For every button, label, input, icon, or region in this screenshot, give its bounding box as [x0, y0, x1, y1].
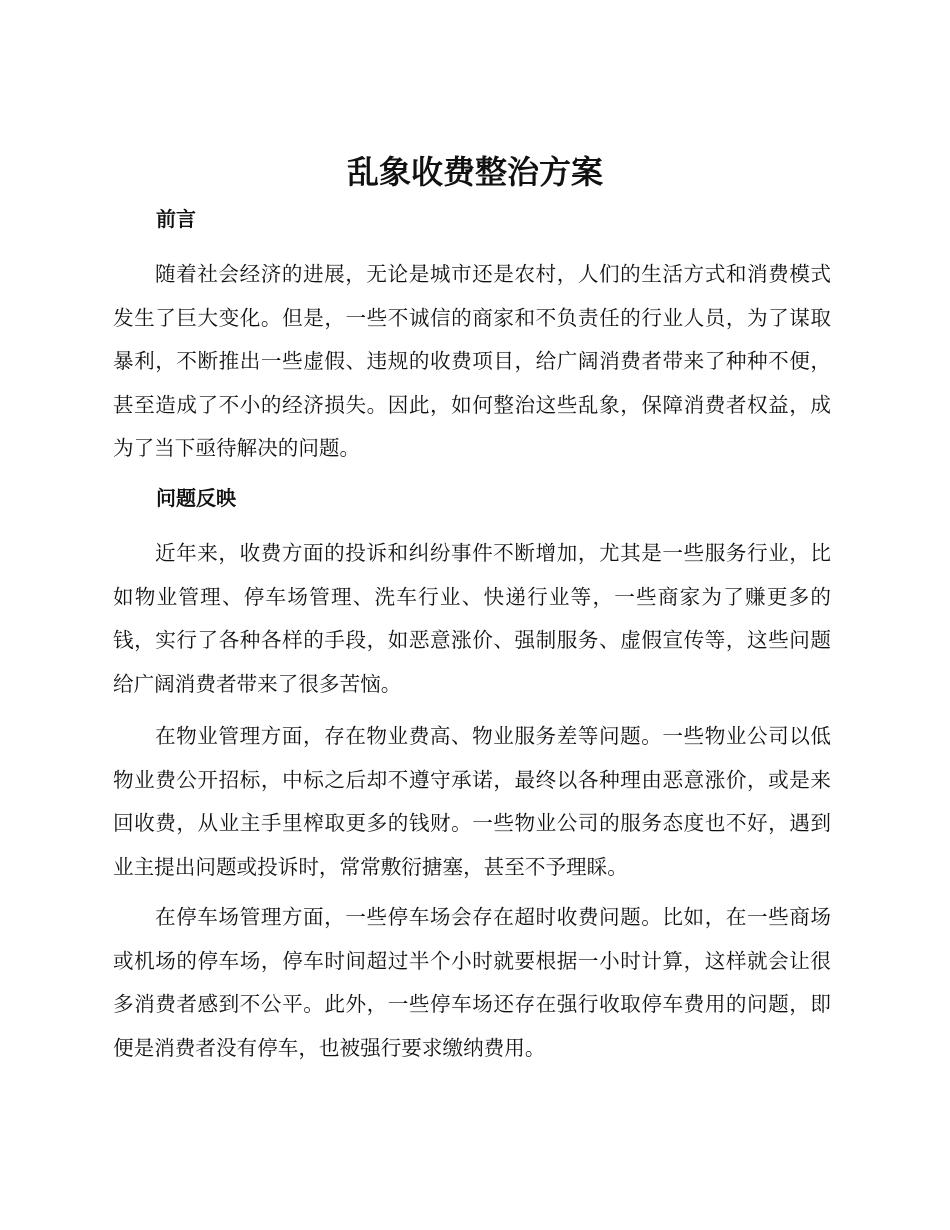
preface-paragraph: 随着社会经济的进展，无论是城市还是农村，人们的生活方式和消费模式发生了巨大变化。但是，一些不诚信的商家和不负责任的行业人员，为了谋取暴利，不断推出一些虚假、违规的收费项目，给广阔消费者带来了种种不便，甚至造成了不小的经济损失。因此，如何整治这些乱象，保障消费者权益，成为了当下亟待解决的问题。: [113, 262, 831, 460]
problems-paragraph-property-management: 在物业管理方面，存在物业费高、物业服务差等问题。一些物业公司以低物业费公开招标，中标之后却不遵守承诺，最终以各种理由恶意涨价，或是来回收费，从业主手里榨取更多的钱财。一些物业公司的服务态度也不好，遇到业主提出问题或投诉时，常常敷衍搪塞，甚至不予理睬。: [113, 724, 831, 879]
page-title: 乱象收费整治方案: [346, 153, 603, 191]
section-heading-problems: 问题反映: [156, 486, 236, 510]
problems-paragraph-parking: 在停车场管理方面，一些停车场会存在超时收费问题。比如，在一些商场或机场的停车场，停车时间超过半个小时就要根据一小时计算，这样就会让很多消费者感到不公平。此外，一些停车场还存在强行收取停车费用的问题，即便是消费者没有停车，也被强行要求缴纳费用。: [113, 905, 831, 1060]
section-heading-preface: 前言: [156, 207, 196, 231]
problems-paragraph-overview: 近年来，收费方面的投诉和纠纷事件不断增加，尤其是一些服务行业，比如物业管理、停车场管理、洗车行业、快递行业等，一些商家为了赚更多的钱，实行了各种各样的手段，如恶意涨价、强制服务、虚假宣传等，这些问题给广阔消费者带来了很多苦恼。: [113, 541, 831, 696]
